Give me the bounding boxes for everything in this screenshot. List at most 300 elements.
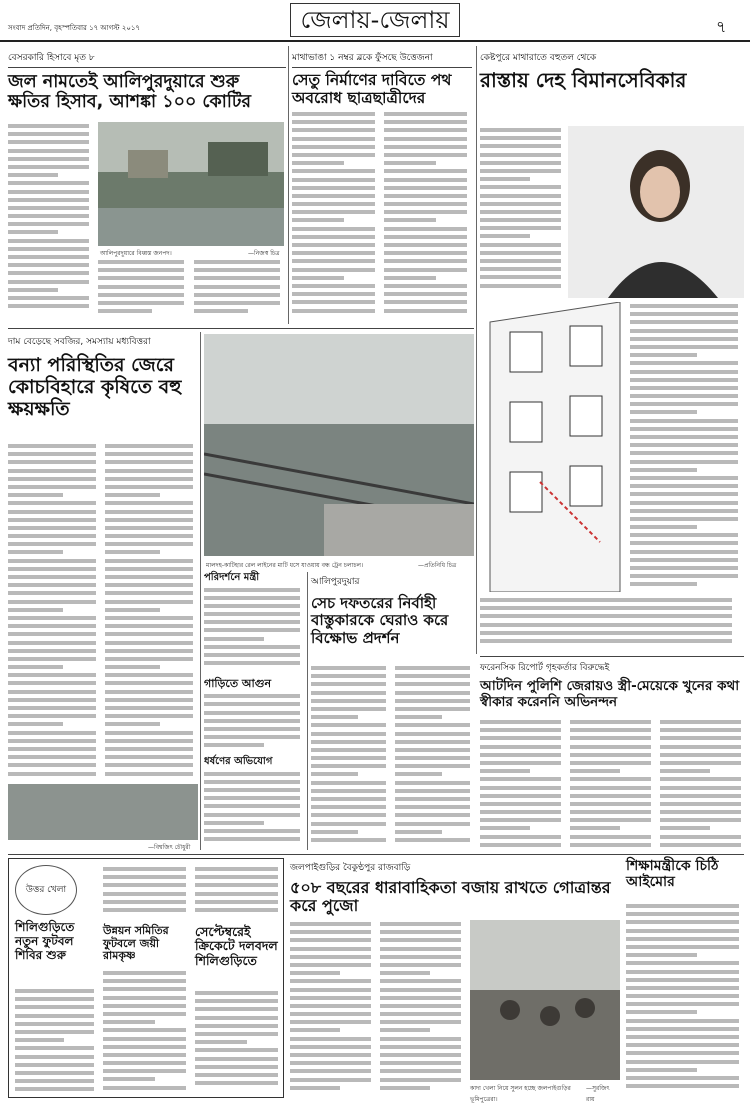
- text-line: [204, 811, 300, 819]
- text-line: [8, 696, 96, 704]
- text-line: [105, 573, 193, 581]
- text-line: [195, 1022, 278, 1030]
- text-line: [292, 233, 375, 241]
- text-line: [195, 1063, 278, 1071]
- text-line: [204, 827, 300, 835]
- sports-headline: শিলিগুড়িতে নতুন ফুটবল শিবির শুরু: [15, 920, 75, 962]
- text-line: [384, 110, 467, 118]
- text-line: [8, 204, 89, 212]
- text-line: [204, 717, 300, 725]
- text-line: [103, 1026, 186, 1034]
- text-line: [311, 836, 386, 844]
- text-line: [311, 811, 386, 819]
- text-line: [384, 143, 467, 151]
- text-line: [98, 291, 184, 299]
- text-line: [395, 664, 470, 672]
- text-line: [105, 663, 160, 671]
- text-line: [311, 762, 386, 770]
- text-line: [384, 274, 436, 282]
- text-line: [204, 733, 300, 741]
- text-line: [8, 729, 96, 737]
- text-line: [626, 1058, 739, 1066]
- text-line: [480, 629, 732, 637]
- text-line: [8, 761, 96, 769]
- text-line: [8, 483, 96, 491]
- text-line: [480, 604, 732, 612]
- text-line: [105, 467, 193, 475]
- story-headline: সেতু নির্মাণের দাবিতে পথ অবরোধ ছাত্রছাত্রীদের: [292, 71, 452, 107]
- text-line: [660, 743, 741, 751]
- text-line: [395, 828, 442, 836]
- text-line: [630, 417, 738, 425]
- text-line: [8, 712, 96, 720]
- text-line: [15, 1036, 64, 1044]
- text-line: [311, 803, 386, 811]
- text-line: [204, 602, 300, 610]
- text-line: [8, 688, 96, 696]
- text-line: [292, 143, 375, 151]
- text-line: [292, 216, 344, 224]
- text-line: [194, 266, 280, 274]
- text-line: [380, 928, 461, 936]
- text-line: [630, 580, 697, 588]
- text-line: [626, 976, 739, 984]
- text-line: [103, 1051, 186, 1059]
- text-line: [626, 951, 697, 959]
- text-line: [8, 171, 58, 179]
- text-line: [626, 927, 739, 935]
- photo-caption: মালদহ-কাটিহার রেল লাইনের মাটি ধসে যাওয়ায় বন্ধ ট্রেন চলাচল।: [206, 562, 364, 569]
- text-line: [15, 1044, 94, 1052]
- text-line: [384, 126, 467, 134]
- text-line: [195, 898, 278, 906]
- text-line: [15, 1053, 94, 1061]
- story-alipurduar-loss: [8, 48, 286, 318]
- sports-headline: সেপ্টেম্বরেই ক্রিকেটে দলবদল শিলিগুড়িতে: [195, 924, 278, 968]
- text-line: [395, 680, 470, 688]
- story-headline: ৫০৮ বছরের ধারাবাহিকতা বজায় রাখতে গোত্রান্তর করে পুজো: [290, 878, 611, 916]
- text-line: [395, 672, 470, 680]
- text-line: [292, 290, 375, 298]
- text-line: [290, 1018, 371, 1026]
- text-line: [660, 734, 741, 742]
- text-line: [8, 508, 96, 516]
- text-line: [626, 1041, 739, 1049]
- text-line: [98, 283, 184, 291]
- text-line: [311, 697, 386, 705]
- text-line: [292, 274, 344, 282]
- text-line: [103, 906, 186, 914]
- text-line: [384, 151, 467, 159]
- text-line: [8, 147, 89, 155]
- text-line: [570, 767, 620, 775]
- text-line: [380, 1084, 430, 1092]
- text-line: [15, 1028, 94, 1036]
- railway-graphic: [204, 334, 474, 556]
- text-line: [290, 1084, 340, 1092]
- text-line: [660, 808, 741, 816]
- text-line: [660, 800, 741, 808]
- text-line: [8, 516, 96, 524]
- text-line: [384, 249, 467, 257]
- text-line: [630, 433, 738, 441]
- text-line: [630, 466, 697, 474]
- text-line: [480, 134, 561, 142]
- text-line: [630, 490, 738, 498]
- text-line: [630, 474, 738, 482]
- text-line: [630, 548, 738, 556]
- photo-credit: —বিশ্বজিৎ চৌধুরী: [148, 844, 191, 851]
- briefs-column: [204, 572, 304, 850]
- text-line: [626, 992, 739, 1000]
- building-illustration: [480, 302, 630, 592]
- masthead-dateline: সংবাদ প্রতিদিন, বৃহস্পতিবার ১৭ আগস্ট ২০১৭: [8, 24, 140, 32]
- text-line: [395, 779, 470, 787]
- text-line: [103, 873, 186, 881]
- photo-credit: —নিজস্ব চিত্র: [248, 250, 280, 257]
- text-line: [8, 606, 63, 614]
- text-line: [480, 726, 561, 734]
- text-line: [626, 1033, 739, 1041]
- text-line: [480, 257, 561, 265]
- text-line: [290, 994, 371, 1002]
- text-line: [8, 671, 96, 679]
- text-line: [8, 467, 96, 475]
- text-line: [103, 898, 186, 906]
- text-line: [570, 718, 651, 726]
- text-line: [480, 159, 561, 167]
- text-line: [105, 491, 160, 499]
- text-line: [480, 800, 561, 808]
- text-line: [8, 720, 63, 728]
- text-line: [103, 1035, 186, 1043]
- text-line: [380, 969, 430, 977]
- text-line: [626, 1000, 739, 1008]
- text-line: [384, 233, 467, 241]
- text-line: [630, 343, 738, 351]
- text-line: [480, 637, 732, 645]
- text-line: [311, 713, 358, 721]
- text-line: [480, 833, 561, 841]
- text-line: [103, 1043, 186, 1051]
- text-line: [8, 302, 89, 310]
- text-line: [480, 784, 561, 792]
- text-line: [103, 1059, 186, 1067]
- text-line: [8, 614, 96, 622]
- story-body: [570, 718, 654, 850]
- text-line: [105, 483, 193, 491]
- text-line: [384, 159, 436, 167]
- text-line: [194, 274, 280, 282]
- text-line: [8, 155, 89, 163]
- text-line: [204, 618, 300, 626]
- text-line: [570, 833, 651, 841]
- text-line: [570, 792, 651, 800]
- text-line: [630, 318, 738, 326]
- text-line: [630, 523, 697, 531]
- text-line: [480, 759, 561, 767]
- text-line: [292, 159, 344, 167]
- text-line: [380, 945, 461, 953]
- text-line: [311, 664, 386, 672]
- story-kicker: বেসরকারি হিসাবে মৃত ৮: [8, 48, 286, 68]
- text-line: [195, 873, 278, 881]
- text-line: [311, 746, 386, 754]
- text-line: [480, 200, 561, 208]
- text-line: [8, 122, 89, 130]
- text-line: [8, 138, 89, 146]
- text-line: [195, 989, 278, 997]
- story-body: [395, 664, 473, 850]
- text-line: [380, 1002, 461, 1010]
- text-line: [630, 531, 738, 539]
- text-line: [8, 188, 89, 196]
- text-line: [380, 1076, 461, 1084]
- text-line: [395, 713, 442, 721]
- text-line: [105, 450, 193, 458]
- text-line: [105, 548, 160, 556]
- text-line: [630, 310, 738, 318]
- text-line: [384, 266, 467, 274]
- text-line: [630, 327, 738, 335]
- text-line: [204, 709, 300, 717]
- story-rajbari-puja: [290, 858, 620, 1103]
- text-line: [103, 1084, 186, 1092]
- text-line: [98, 274, 184, 282]
- text-line: [105, 745, 193, 753]
- text-line: [630, 458, 738, 466]
- text-line: [292, 126, 375, 134]
- text-line: [105, 737, 193, 745]
- text-line: [290, 1051, 371, 1059]
- story-cooch-behar-floods: [8, 332, 198, 850]
- text-line: [384, 118, 467, 126]
- column-rule: [288, 46, 289, 324]
- text-line: [98, 307, 152, 315]
- text-line: [290, 961, 371, 969]
- text-line: [8, 770, 96, 778]
- text-line: [384, 257, 467, 265]
- text-line: [480, 718, 561, 726]
- text-line: [480, 167, 561, 175]
- flood-photo-graphic: [98, 122, 284, 246]
- story-headline: বন্যা পরিস্থিতির জেরে কোচবিহারে কৃষিতে বহু ক্ষয়ক্ষতি: [8, 354, 182, 420]
- text-line: [105, 458, 193, 466]
- text-line: [311, 770, 358, 778]
- text-line: [204, 725, 300, 733]
- text-line: [105, 442, 193, 450]
- text-line: [105, 696, 193, 704]
- text-line: [395, 746, 470, 754]
- story-kicker: জলপাইগুড়ির বৈকুণ্ঠপুর রাজবাড়ি: [290, 863, 411, 873]
- text-line: [195, 1071, 278, 1079]
- text-line: [480, 142, 561, 150]
- text-line: [8, 622, 96, 630]
- text-line: [105, 516, 193, 524]
- text-line: [660, 841, 741, 849]
- text-line: [290, 1043, 371, 1051]
- story-body: [103, 865, 189, 921]
- text-line: [626, 918, 739, 926]
- column-rule: [200, 332, 201, 850]
- text-line: [292, 282, 375, 290]
- text-line: [630, 376, 738, 384]
- text-line: [380, 1059, 461, 1067]
- text-line: [8, 647, 96, 655]
- text-line: [480, 216, 561, 224]
- text-line: [311, 779, 386, 787]
- story-bridge-protest: [292, 48, 472, 318]
- text-line: [395, 697, 470, 705]
- text-line: [8, 491, 63, 499]
- text-line: [204, 835, 300, 843]
- story-headline: জল নামতেই আলিপুরদুয়ারে শুরু ক্ষতির হিসাব, আশঙ্কা ১০০ কোটির: [8, 72, 252, 113]
- text-line: [630, 564, 738, 572]
- text-line: [105, 475, 193, 483]
- text-line: [105, 639, 193, 647]
- text-line: [311, 787, 386, 795]
- text-line: [311, 721, 386, 729]
- text-line: [395, 730, 470, 738]
- text-line: [480, 151, 561, 159]
- story-body: [105, 442, 197, 782]
- text-line: [384, 167, 467, 175]
- sports-box: [8, 858, 284, 1098]
- text-line: [380, 1043, 461, 1051]
- text-line: [395, 836, 470, 844]
- text-line: [480, 816, 561, 824]
- text-line: [204, 802, 300, 810]
- text-line: [480, 824, 530, 832]
- story-body: [480, 596, 742, 652]
- text-line: [8, 196, 89, 204]
- text-line: [204, 778, 300, 786]
- mud-play-photo: [470, 920, 620, 1080]
- story-education-minister: [626, 858, 744, 1098]
- story-body: [195, 989, 281, 1095]
- text-line: [292, 266, 375, 274]
- text-line: [8, 245, 89, 253]
- story-forensic-report: [480, 658, 744, 850]
- brief-title: গাড়িতে আগুন: [204, 676, 272, 690]
- story-kicker: কেষ্টপুরে মাথারাতে বহুতল থেকে: [480, 53, 597, 63]
- text-line: [630, 507, 738, 515]
- text-line: [292, 225, 375, 233]
- text-line: [195, 906, 278, 914]
- text-line: [480, 249, 561, 257]
- text-line: [380, 1026, 430, 1034]
- text-line: [105, 704, 193, 712]
- story-body: [292, 110, 378, 318]
- text-line: [8, 458, 96, 466]
- text-line: [384, 200, 467, 208]
- story-kicker: আলিপুরদুয়ার: [311, 577, 360, 587]
- text-line: [292, 249, 375, 257]
- story-body: [8, 122, 92, 318]
- text-line: [8, 237, 89, 245]
- text-line: [311, 828, 358, 836]
- story-body: [380, 920, 464, 1096]
- text-line: [8, 212, 89, 220]
- sports-logo: উত্তর খেলা: [15, 865, 77, 915]
- text-line: [630, 556, 738, 564]
- text-line: [290, 920, 371, 928]
- text-line: [660, 726, 741, 734]
- text-line: [384, 225, 467, 233]
- text-line: [290, 1076, 371, 1084]
- text-line: [98, 299, 184, 307]
- text-line: [195, 1014, 278, 1022]
- text-line: [195, 1046, 278, 1054]
- text-line: [8, 286, 58, 294]
- text-line: [380, 1010, 461, 1018]
- text-line: [630, 400, 738, 408]
- text-line: [311, 820, 386, 828]
- text-line: [626, 1008, 697, 1016]
- text-line: [480, 596, 732, 604]
- text-line: [480, 183, 561, 191]
- text-line: [204, 643, 300, 651]
- text-line: [480, 273, 561, 281]
- text-line: [380, 953, 461, 961]
- text-line: [380, 986, 461, 994]
- text-line: [8, 598, 96, 606]
- text-line: [8, 679, 96, 687]
- text-line: [194, 307, 248, 315]
- text-line: [630, 302, 738, 310]
- text-line: [194, 291, 280, 299]
- text-line: [480, 232, 530, 240]
- text-line: [292, 241, 375, 249]
- text-line: [195, 1030, 278, 1038]
- story-body: [8, 442, 100, 782]
- text-line: [290, 1002, 371, 1010]
- text-line: [395, 770, 442, 778]
- text-line: [480, 126, 561, 134]
- text-line: [395, 795, 470, 803]
- text-line: [105, 647, 193, 655]
- text-line: [292, 110, 375, 118]
- story-kicker: দাম বেড়েছে সবজির, সমস্যায় মধ্যবিত্তরা: [8, 337, 151, 347]
- mud-play-graphic: [470, 920, 620, 1080]
- text-line: [105, 729, 193, 737]
- text-line: [105, 524, 193, 532]
- text-line: [395, 762, 470, 770]
- text-line: [8, 442, 96, 450]
- text-line: [103, 994, 186, 1002]
- text-line: [8, 269, 89, 277]
- text-line: [15, 995, 94, 1003]
- text-line: [105, 688, 193, 696]
- text-line: [8, 294, 89, 302]
- sports-headline: উন্নয়ন সমিতির ফুটবলে জয়ী রামকৃষ্ণ: [103, 924, 169, 963]
- text-line: [292, 167, 375, 175]
- text-line: [480, 841, 561, 849]
- text-line: [660, 792, 741, 800]
- text-line: [311, 689, 386, 697]
- text-line: [630, 482, 738, 490]
- text-line: [626, 984, 739, 992]
- text-line: [194, 283, 280, 291]
- text-line: [195, 890, 278, 898]
- text-line: [195, 1079, 278, 1087]
- text-line: [292, 257, 375, 265]
- text-line: [630, 408, 697, 416]
- text-line: [103, 1067, 186, 1075]
- text-line: [570, 824, 620, 832]
- text-line: [105, 614, 193, 622]
- text-line: [660, 718, 741, 726]
